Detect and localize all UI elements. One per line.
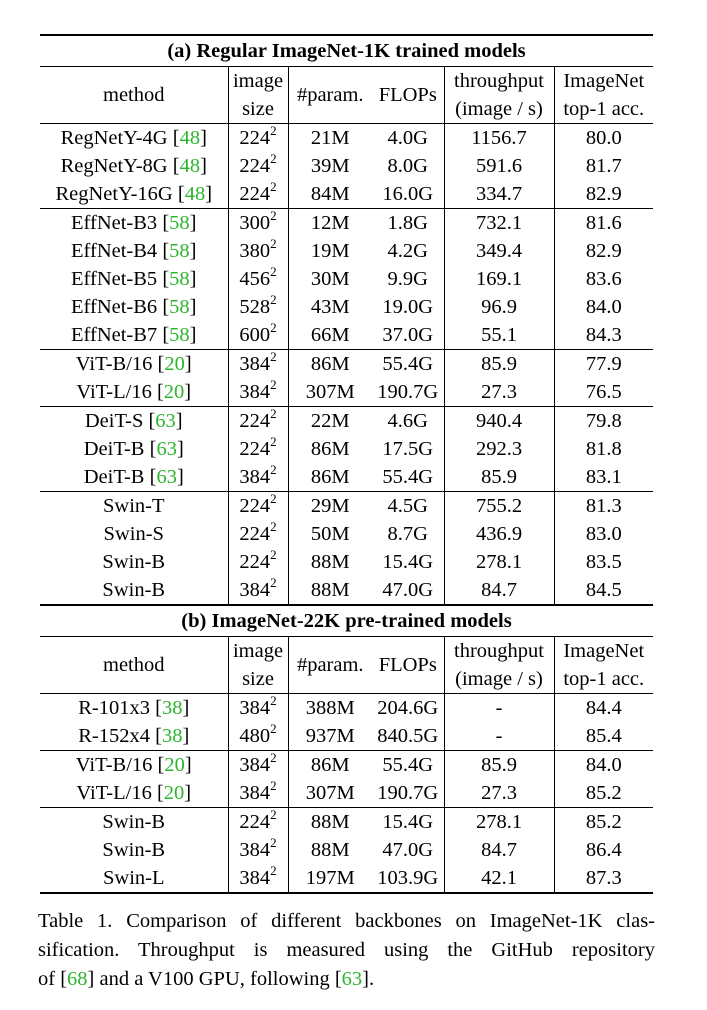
accuracy-cell: 77.9 bbox=[554, 350, 653, 379]
flops-cell: 190.7G bbox=[372, 779, 444, 808]
image-size-cell bbox=[228, 779, 288, 808]
param-cell: 307M bbox=[305, 782, 355, 804]
header-param: #param. bbox=[288, 637, 372, 694]
method-cell: EffNet-B3 [58] bbox=[40, 209, 228, 238]
accuracy-cell: 84.4 bbox=[554, 694, 653, 723]
table-row bbox=[40, 463, 653, 492]
table-row bbox=[40, 350, 653, 379]
image-size-value: 224 bbox=[239, 438, 271, 460]
method-name: EffNet-B5 bbox=[71, 268, 158, 290]
param-cell: 12M bbox=[288, 209, 372, 238]
method-name: ViT-L/16 bbox=[76, 782, 152, 804]
image-size-cell bbox=[228, 808, 288, 837]
header-throughput: throughput bbox=[444, 637, 554, 666]
image-size-cell bbox=[228, 378, 288, 407]
method-name: EffNet-B3 bbox=[71, 212, 158, 234]
image-size-value: 384 bbox=[239, 754, 271, 776]
throughput-cell: 42.1 bbox=[444, 864, 554, 893]
image-size-exponent: 2 bbox=[270, 547, 277, 562]
table-row bbox=[40, 407, 653, 436]
image-size-exponent: 2 bbox=[270, 434, 277, 449]
method-name: RegNetY-16G bbox=[55, 183, 173, 205]
image-size-value: 480 bbox=[239, 725, 271, 747]
throughput-cell: 940.4 bbox=[444, 407, 554, 436]
method-name: ViT-B/16 bbox=[75, 754, 153, 776]
method-cell: RegNetY-16G [48] bbox=[40, 180, 228, 209]
method-cell: ViT-L/16 [20] bbox=[40, 378, 228, 407]
header-method: method bbox=[40, 637, 228, 694]
param-cell: 88M bbox=[288, 808, 372, 837]
accuracy-cell: 83.0 bbox=[585, 523, 622, 545]
method-name: R-101x3 bbox=[78, 697, 150, 719]
method-cell bbox=[40, 548, 228, 576]
image-size-cell bbox=[228, 180, 288, 209]
header-method: method bbox=[40, 67, 228, 124]
method-cell bbox=[40, 836, 228, 864]
method-cell: EffNet-B4 [58] bbox=[40, 237, 228, 265]
method-cell: RegNetY-8G [48] bbox=[40, 152, 228, 180]
param-cell: 66M bbox=[310, 324, 350, 346]
section-title: (b) ImageNet-22K pre-trained models bbox=[40, 605, 653, 637]
method-cell bbox=[40, 520, 228, 548]
table-wrapper bbox=[40, 34, 653, 894]
param-cell: 197M bbox=[288, 864, 372, 893]
throughput-cell: 591.6 bbox=[444, 152, 554, 180]
citation-link[interactable]: 20 bbox=[164, 754, 185, 776]
flops-cell: 204.6G bbox=[372, 694, 444, 723]
throughput-cell: 349.4 bbox=[444, 237, 554, 265]
image-size-exponent: 2 bbox=[270, 151, 277, 166]
throughput-cell: 755.2 bbox=[444, 492, 554, 521]
image-size-value: 384 bbox=[239, 697, 271, 719]
table-row bbox=[40, 321, 653, 350]
accuracy-cell: 84.5 bbox=[554, 576, 653, 605]
image-size-value: 384 bbox=[239, 579, 271, 601]
image-size-cell bbox=[228, 751, 288, 780]
citation-link[interactable]: 63 bbox=[156, 438, 177, 460]
table-row bbox=[40, 492, 653, 521]
throughput-cell: 85.9 bbox=[444, 350, 554, 379]
flops-cell: 15.4G bbox=[372, 808, 444, 837]
accuracy-cell: 85.2 bbox=[554, 808, 653, 837]
param-cell: 30M bbox=[310, 268, 350, 290]
flops-cell: 15.4G bbox=[372, 548, 444, 576]
accuracy-cell: 85.4 bbox=[585, 725, 622, 747]
method-name: Swin-B bbox=[102, 579, 166, 601]
image-size-exponent: 2 bbox=[270, 519, 277, 534]
header-accuracy: top-1 acc. bbox=[563, 98, 645, 120]
citation-link[interactable]: 58 bbox=[169, 268, 190, 290]
table-row bbox=[40, 808, 653, 837]
accuracy-cell: 83.5 bbox=[585, 551, 622, 573]
image-size-cell bbox=[228, 694, 288, 723]
param-cell: 19M bbox=[310, 240, 350, 262]
method-name: Swin-S bbox=[103, 523, 164, 545]
flops-cell: 103.9G bbox=[372, 864, 444, 893]
citation-link[interactable]: 63 bbox=[156, 466, 177, 488]
flops-cell: 19.0G bbox=[372, 293, 444, 321]
header-accuracy: top-1 acc. bbox=[563, 668, 645, 690]
image-size-value: 384 bbox=[239, 381, 271, 403]
method-name: DeiT-S bbox=[84, 410, 144, 432]
flops-cell: 16.0G bbox=[372, 180, 444, 209]
accuracy-cell: 86.4 bbox=[585, 839, 622, 861]
flops-cell: 4.6G bbox=[372, 407, 444, 436]
table-row bbox=[40, 152, 653, 180]
image-size-cell bbox=[228, 520, 288, 548]
throughput-cell: 1156.7 bbox=[444, 124, 554, 153]
param-cell: 307M bbox=[305, 381, 355, 403]
throughput-cell: 27.3 bbox=[444, 779, 554, 808]
image-size-value: 300 bbox=[239, 212, 271, 234]
image-size-cell bbox=[228, 237, 288, 265]
method-name: DeiT-B bbox=[83, 438, 145, 460]
image-size-exponent: 2 bbox=[270, 123, 277, 138]
table-caption bbox=[38, 907, 655, 994]
header-row bbox=[40, 67, 653, 96]
citation-link[interactable]: 38 bbox=[161, 697, 183, 719]
citation-link[interactable]: 63 bbox=[155, 410, 176, 432]
image-size-exponent: 2 bbox=[270, 491, 277, 506]
image-size-value: 384 bbox=[239, 782, 271, 804]
flops-cell: 17.5G bbox=[372, 435, 444, 463]
flops-cell: 8.0G bbox=[372, 152, 444, 180]
throughput-cell: - bbox=[444, 722, 554, 751]
method-name: R-152x4 bbox=[78, 725, 150, 747]
flops-cell: 9.9G bbox=[372, 265, 444, 293]
flops-cell: 4.2G bbox=[372, 237, 444, 265]
citation-link[interactable]: 58 bbox=[169, 324, 190, 346]
header-image-size: image bbox=[228, 637, 288, 666]
accuracy-cell: 83.1 bbox=[585, 466, 622, 488]
image-size-exponent: 2 bbox=[270, 320, 277, 335]
image-size-cell bbox=[228, 435, 288, 463]
method-cell bbox=[40, 576, 228, 605]
accuracy-cell: 82.9 bbox=[585, 183, 622, 205]
image-size-cell bbox=[228, 350, 288, 379]
image-size-cell bbox=[228, 124, 288, 153]
image-size-exponent: 2 bbox=[270, 721, 277, 736]
header-flops: FLOPs bbox=[372, 637, 444, 694]
image-size-value: 384 bbox=[239, 867, 271, 889]
method-name: DeiT-B bbox=[83, 466, 145, 488]
table-row bbox=[40, 836, 653, 864]
image-size-exponent: 2 bbox=[270, 807, 277, 822]
method-cell: RegNetY-4G [48] bbox=[40, 124, 228, 153]
flops-cell: 55.4G bbox=[372, 463, 444, 492]
flops-cell: 47.0G bbox=[372, 836, 444, 864]
param-cell: 88M bbox=[288, 576, 372, 605]
image-size-value: 224 bbox=[239, 155, 271, 177]
citation-link[interactable]: 20 bbox=[164, 353, 185, 375]
method-name: Swin-L bbox=[103, 867, 165, 889]
method-cell: DeiT-B [63] bbox=[40, 463, 228, 492]
flops-cell: 4.0G bbox=[372, 124, 444, 153]
throughput-cell: 27.3 bbox=[444, 378, 554, 407]
caption-citation-link[interactable]: 68 bbox=[67, 968, 88, 990]
image-size-exponent: 2 bbox=[270, 264, 277, 279]
table-row bbox=[40, 779, 653, 808]
header-throughput: (image / s) bbox=[444, 665, 554, 694]
method-name: EffNet-B6 bbox=[71, 296, 158, 318]
header-flops: FLOPs bbox=[372, 67, 444, 124]
accuracy-cell: 76.5 bbox=[585, 381, 622, 403]
throughput-cell: 292.3 bbox=[444, 435, 554, 463]
method-name: EffNet-B7 bbox=[71, 324, 158, 346]
method-cell: DeiT-B [63] bbox=[40, 435, 228, 463]
param-cell: 39M bbox=[310, 155, 350, 177]
header-row bbox=[40, 637, 653, 666]
param-cell: 22M bbox=[288, 407, 372, 436]
accuracy-cell: 83.6 bbox=[585, 268, 622, 290]
throughput-cell: 96.9 bbox=[444, 293, 554, 321]
image-size-cell bbox=[228, 836, 288, 864]
citation-link[interactable]: 48 bbox=[179, 155, 201, 177]
image-size-exponent: 2 bbox=[270, 292, 277, 307]
table-row bbox=[40, 722, 653, 751]
accuracy-cell: 79.8 bbox=[554, 407, 653, 436]
table-row bbox=[40, 265, 653, 293]
accuracy-cell: 85.2 bbox=[585, 782, 622, 804]
param-cell: 29M bbox=[288, 492, 372, 521]
citation-link[interactable]: 58 bbox=[169, 212, 190, 234]
image-size-exponent: 2 bbox=[270, 693, 277, 708]
flops-cell: 37.0G bbox=[372, 321, 444, 350]
throughput-cell: 55.1 bbox=[444, 321, 554, 350]
image-size-value: 384 bbox=[239, 839, 271, 861]
section-title-row bbox=[40, 605, 653, 637]
section-title: (a) Regular ImageNet-1K trained models bbox=[40, 35, 653, 67]
image-size-value: 224 bbox=[239, 495, 271, 517]
param-cell: 86M bbox=[310, 438, 350, 460]
image-size-exponent: 2 bbox=[270, 179, 277, 194]
image-size-value: 224 bbox=[239, 523, 271, 545]
image-size-cell bbox=[228, 722, 288, 751]
flops-cell: 840.5G bbox=[372, 722, 444, 751]
throughput-cell: 436.9 bbox=[444, 520, 554, 548]
citation-link[interactable]: 48 bbox=[179, 127, 201, 149]
param-cell: 86M bbox=[288, 751, 372, 780]
method-name: Swin-B bbox=[102, 839, 166, 861]
header-throughput: throughput bbox=[444, 67, 554, 96]
accuracy-cell: 81.3 bbox=[554, 492, 653, 521]
method-cell bbox=[40, 492, 228, 521]
accuracy-cell: 87.3 bbox=[554, 864, 653, 893]
image-size-cell bbox=[228, 864, 288, 893]
image-size-cell bbox=[228, 407, 288, 436]
method-cell: EffNet-B5 [58] bbox=[40, 265, 228, 293]
image-size-exponent: 2 bbox=[270, 750, 277, 765]
table-row bbox=[40, 237, 653, 265]
section-title-row bbox=[40, 35, 653, 67]
image-size-cell bbox=[228, 463, 288, 492]
accuracy-cell: 82.9 bbox=[585, 240, 622, 262]
flops-cell: 190.7G bbox=[372, 378, 444, 407]
image-size-value: 456 bbox=[239, 268, 271, 290]
header-image-size: size bbox=[228, 665, 288, 694]
param-cell: 388M bbox=[288, 694, 372, 723]
table-row bbox=[40, 435, 653, 463]
header-image-size: image bbox=[228, 67, 288, 96]
method-cell: ViT-L/16 [20] bbox=[40, 779, 228, 808]
param-cell: 43M bbox=[310, 296, 350, 318]
citation-link[interactable]: 48 bbox=[184, 183, 206, 205]
image-size-cell bbox=[228, 492, 288, 521]
method-cell bbox=[40, 864, 228, 893]
image-size-exponent: 2 bbox=[270, 377, 277, 392]
table-row bbox=[40, 378, 653, 407]
image-size-value: 224 bbox=[239, 410, 271, 432]
table-row bbox=[40, 293, 653, 321]
method-cell: EffNet-B6 [58] bbox=[40, 293, 228, 321]
image-size-cell bbox=[228, 576, 288, 605]
accuracy-cell: 81.8 bbox=[585, 438, 622, 460]
image-size-value: 528 bbox=[239, 296, 271, 318]
throughput-cell: 278.1 bbox=[444, 548, 554, 576]
method-name: Swin-B bbox=[102, 551, 166, 573]
param-cell: 88M bbox=[310, 551, 350, 573]
table-row bbox=[40, 180, 653, 209]
table-row bbox=[40, 209, 653, 238]
image-size-value: 384 bbox=[239, 466, 271, 488]
table-row bbox=[40, 520, 653, 548]
table-row bbox=[40, 576, 653, 605]
table-row bbox=[40, 751, 653, 780]
comparison-table bbox=[40, 34, 653, 894]
table-row bbox=[40, 548, 653, 576]
accuracy-cell: 84.0 bbox=[585, 296, 622, 318]
flops-cell: 55.4G bbox=[372, 350, 444, 379]
image-size-value: 380 bbox=[239, 240, 271, 262]
method-cell bbox=[40, 808, 228, 837]
image-size-exponent: 2 bbox=[270, 575, 277, 590]
flops-cell: 47.0G bbox=[372, 576, 444, 605]
image-size-cell bbox=[228, 293, 288, 321]
caption-line-2: sification. Throughput is measured using the GitHub repository bbox=[38, 939, 655, 961]
method-cell: R-152x4 [38] bbox=[40, 722, 228, 751]
throughput-cell: 84.7 bbox=[444, 836, 554, 864]
image-size-value: 600 bbox=[239, 324, 271, 346]
throughput-cell: 732.1 bbox=[444, 209, 554, 238]
throughput-cell: - bbox=[444, 694, 554, 723]
image-size-exponent: 2 bbox=[270, 349, 277, 364]
citation-link[interactable]: 20 bbox=[163, 381, 185, 403]
image-size-value: 224 bbox=[239, 551, 271, 573]
param-cell: 937M bbox=[305, 725, 355, 747]
header-accuracy: ImageNet bbox=[554, 67, 653, 96]
flops-cell: 55.4G bbox=[372, 751, 444, 780]
header-param: #param. bbox=[288, 67, 372, 124]
throughput-cell: 85.9 bbox=[444, 751, 554, 780]
accuracy-cell: 84.0 bbox=[554, 751, 653, 780]
throughput-cell: 169.1 bbox=[444, 265, 554, 293]
method-cell: EffNet-B7 [58] bbox=[40, 321, 228, 350]
param-cell: 84M bbox=[310, 183, 350, 205]
image-size-exponent: 2 bbox=[270, 778, 277, 793]
image-size-cell bbox=[228, 209, 288, 238]
method-name: ViT-B/16 bbox=[75, 353, 153, 375]
image-size-cell bbox=[228, 152, 288, 180]
image-size-cell bbox=[228, 321, 288, 350]
flops-cell: 1.8G bbox=[372, 209, 444, 238]
accuracy-cell: 81.6 bbox=[554, 209, 653, 238]
method-name: ViT-L/16 bbox=[76, 381, 152, 403]
param-cell: 86M bbox=[310, 466, 350, 488]
flops-cell: 4.5G bbox=[372, 492, 444, 521]
image-size-exponent: 2 bbox=[270, 462, 277, 477]
header-accuracy: ImageNet bbox=[554, 637, 653, 666]
table-row bbox=[40, 694, 653, 723]
table-row bbox=[40, 124, 653, 153]
image-size-value: 384 bbox=[239, 353, 271, 375]
method-name: Swin-B bbox=[102, 811, 166, 833]
caption-line-1: Table 1. Comparison of different backbones on ImageNet-1K clas- bbox=[38, 910, 655, 932]
flops-cell: 8.7G bbox=[372, 520, 444, 548]
accuracy-cell: 81.7 bbox=[585, 155, 622, 177]
image-size-cell bbox=[228, 265, 288, 293]
image-size-value: 224 bbox=[239, 183, 271, 205]
image-size-value: 224 bbox=[239, 127, 271, 149]
image-size-exponent: 2 bbox=[270, 406, 277, 421]
image-size-exponent: 2 bbox=[270, 863, 277, 878]
accuracy-cell: 80.0 bbox=[554, 124, 653, 153]
throughput-cell: 278.1 bbox=[444, 808, 554, 837]
image-size-cell bbox=[228, 548, 288, 576]
image-size-exponent: 2 bbox=[270, 208, 277, 223]
table-row bbox=[40, 864, 653, 893]
header-throughput: (image / s) bbox=[444, 95, 554, 124]
param-cell: 50M bbox=[310, 523, 350, 545]
method-cell: ViT-B/16 [20] bbox=[40, 751, 228, 780]
method-cell: R-101x3 [38] bbox=[40, 694, 228, 723]
citation-link[interactable]: 58 bbox=[169, 296, 190, 318]
citation-link[interactable]: 20 bbox=[163, 782, 185, 804]
method-name: EffNet-B4 bbox=[71, 240, 158, 262]
citation-link[interactable]: 58 bbox=[169, 240, 190, 262]
image-size-exponent: 2 bbox=[270, 835, 277, 850]
method-cell: ViT-B/16 [20] bbox=[40, 350, 228, 379]
param-cell: 21M bbox=[288, 124, 372, 153]
image-size-exponent: 2 bbox=[270, 236, 277, 251]
throughput-cell: 84.7 bbox=[444, 576, 554, 605]
method-name: RegNetY-4G bbox=[60, 127, 168, 149]
method-name: Swin-T bbox=[103, 495, 165, 517]
method-cell: DeiT-S [63] bbox=[40, 407, 228, 436]
accuracy-cell: 84.3 bbox=[585, 324, 622, 346]
throughput-cell: 334.7 bbox=[444, 180, 554, 209]
header-image-size: size bbox=[228, 95, 288, 124]
caption-citation-link[interactable]: 63 bbox=[341, 968, 363, 990]
param-cell: 86M bbox=[288, 350, 372, 379]
throughput-cell: 85.9 bbox=[444, 463, 554, 492]
image-size-value: 224 bbox=[239, 811, 271, 833]
caption-line-3: of [68] and a V100 GPU, following [63]. bbox=[38, 968, 375, 990]
citation-link[interactable]: 38 bbox=[161, 725, 183, 747]
method-name: RegNetY-8G bbox=[60, 155, 168, 177]
param-cell: 88M bbox=[310, 839, 350, 861]
